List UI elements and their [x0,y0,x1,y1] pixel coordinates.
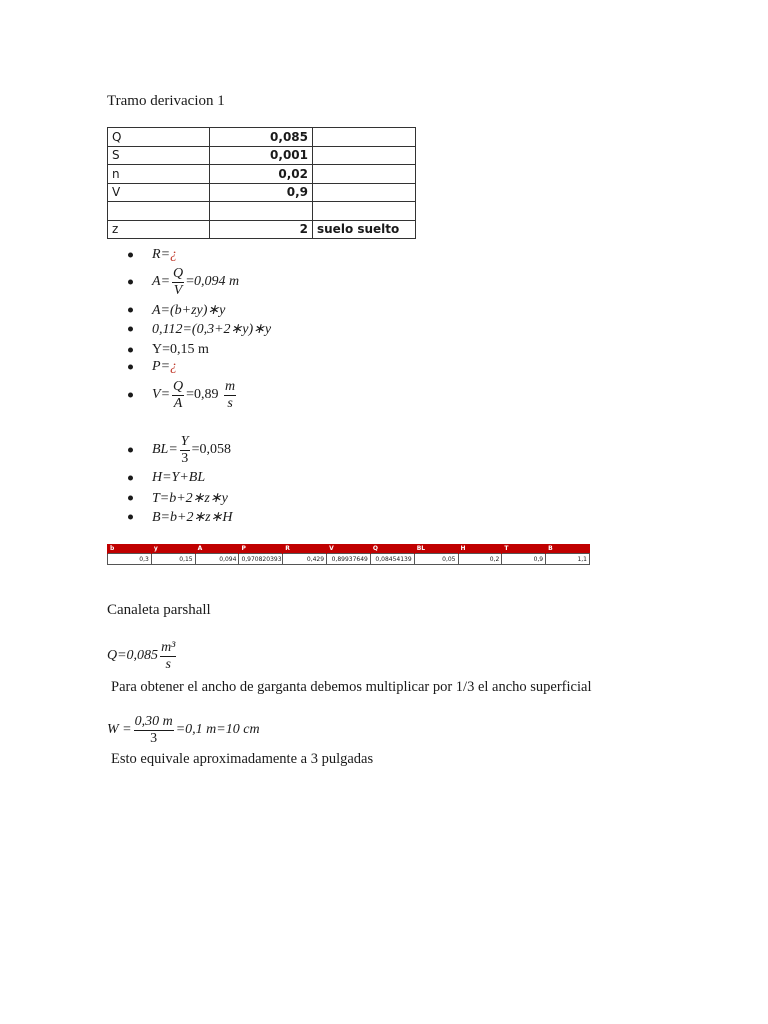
param-value-cell: 0,9 [210,183,313,202]
result-value: 0,970820393 [239,554,283,565]
param-key-cell: Q [108,128,210,147]
result-header: R [283,544,327,554]
param-note-cell [313,146,416,165]
param-note-cell [313,128,416,147]
result-header: B [546,544,590,554]
bullet-dot [128,365,133,370]
result-value: 0,2 [458,554,502,565]
result-header: V [327,544,371,554]
results-table [107,544,590,565]
param-row [108,202,416,221]
bullet-dot [128,448,133,453]
param-value-cell: 2 [210,220,313,239]
result-value: 0,3 [108,554,152,565]
result-value: 1,1 [546,554,590,565]
param-key-cell [108,202,210,221]
param-row [108,128,416,147]
param-row [108,220,416,239]
param-note-cell [313,202,416,221]
result-header: Q [370,544,414,554]
param-value-cell: 0,085 [210,128,313,147]
result-header: y [151,544,195,554]
bullet-dot [128,496,133,501]
bullet-dot [128,280,133,285]
result-value: 0,094 [195,554,239,565]
param-note-cell [313,183,416,202]
section-title-tramo: Tramo derivacion 1 [107,93,225,109]
width-equation: W = $\frac{0,30 m}{3}$ =0,1 m=10 cm [107,713,260,746]
result-value: 0,9 [502,554,546,565]
parameters-table [107,127,416,239]
result-value: 0,15 [151,554,195,565]
bullet-dot [128,393,133,398]
throat-width-paragraph: Para obtener el ancho de garganta debemos multiplicar por 1/3 el ancho superficial [111,679,592,695]
result-header: A [195,544,239,554]
param-note-cell [313,165,416,184]
param-value-cell: 0,02 [210,165,313,184]
result-value: 0,89937649 [327,554,371,565]
result-header: P [239,544,283,554]
inches-paragraph: Esto equivale aproximadamente a 3 pulgadas [111,751,374,767]
param-row [108,165,416,184]
result-header: H [458,544,502,554]
result-value: 0,08454139 [370,554,414,565]
param-key-cell: V [108,183,210,202]
param-key-cell: z [108,220,210,239]
result-header: BL [414,544,458,554]
param-row [108,183,416,202]
bullet-dot [128,308,133,313]
result-value: 0,05 [414,554,458,565]
section-title-parshall: Canaleta parshall [107,602,211,618]
param-value-cell: 0,001 [210,146,313,165]
bullet-dot [128,476,133,481]
flow-equation: Q=0,085 $\frac{\text{m³}}{s}$ [107,639,176,672]
result-header: T [502,544,546,554]
param-row [108,146,416,165]
param-key-cell: n [108,165,210,184]
bullet-dot [128,327,133,332]
bullet-dot [128,253,133,258]
param-key-cell: S [108,146,210,165]
result-header: b [108,544,152,554]
param-value-cell [210,202,313,221]
result-value: 0,429 [283,554,327,565]
bullet-dot [128,348,133,353]
param-note-cell: suelo suelto [313,220,416,239]
bullet-dot [128,515,133,520]
